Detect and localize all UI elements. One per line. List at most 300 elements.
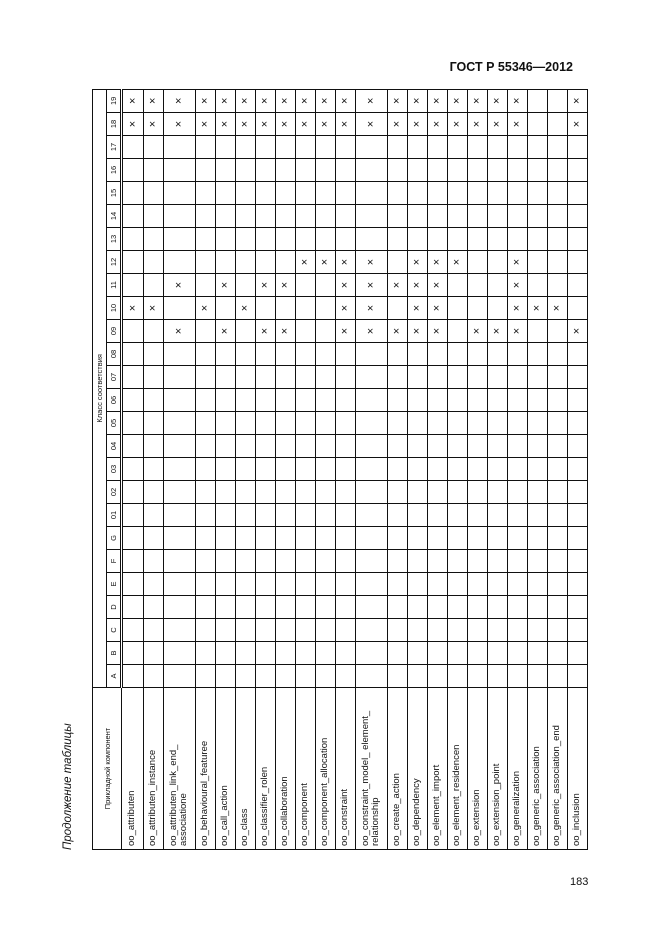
empty-cell-15 bbox=[487, 182, 507, 205]
empty-cell-11 bbox=[195, 274, 215, 297]
empty-cell-08 bbox=[143, 343, 163, 366]
empty-cell-G bbox=[527, 527, 547, 550]
empty-cell-17 bbox=[255, 136, 275, 159]
empty-cell-05 bbox=[507, 412, 527, 435]
empty-cell-B bbox=[567, 642, 587, 665]
empty-cell-F bbox=[295, 550, 315, 573]
empty-cell-17 bbox=[195, 136, 215, 159]
conformance-mark-10: × bbox=[335, 297, 355, 320]
table-row bbox=[355, 89, 387, 849]
conformance-mark-18: × bbox=[567, 113, 587, 136]
empty-cell-12 bbox=[547, 251, 567, 274]
empty-cell-12 bbox=[235, 251, 255, 274]
conformance-mark-19: × bbox=[487, 89, 507, 112]
conformance-mark-11: × bbox=[407, 274, 427, 297]
conformance-mark-18: × bbox=[355, 113, 387, 136]
empty-cell-06 bbox=[143, 389, 163, 412]
empty-cell-15 bbox=[255, 182, 275, 205]
empty-cell-02 bbox=[255, 481, 275, 504]
empty-cell-13 bbox=[122, 228, 144, 251]
empty-cell-17 bbox=[122, 136, 144, 159]
empty-cell-G bbox=[447, 527, 467, 550]
empty-cell-11 bbox=[315, 274, 335, 297]
empty-cell-03 bbox=[567, 458, 587, 481]
empty-cell-07 bbox=[407, 366, 427, 389]
empty-cell-C bbox=[407, 619, 427, 642]
conformance-mark-12: × bbox=[335, 251, 355, 274]
conformance-mark-10: × bbox=[507, 297, 527, 320]
empty-cell-16 bbox=[527, 159, 547, 182]
empty-cell-A bbox=[547, 665, 567, 688]
empty-cell-03 bbox=[295, 458, 315, 481]
conformance-mark-10: × bbox=[527, 297, 547, 320]
component-name: oo_extension bbox=[467, 688, 487, 850]
empty-cell-04 bbox=[427, 435, 447, 458]
empty-cell-14 bbox=[122, 205, 144, 228]
empty-cell-06 bbox=[467, 389, 487, 412]
empty-cell-G bbox=[122, 527, 144, 550]
empty-cell-14 bbox=[275, 205, 295, 228]
conformance-mark-18: × bbox=[447, 113, 467, 136]
empty-cell-17 bbox=[507, 136, 527, 159]
conformance-mark-19: × bbox=[315, 89, 335, 112]
empty-cell-15 bbox=[427, 182, 447, 205]
empty-cell-01 bbox=[407, 504, 427, 527]
empty-cell-01 bbox=[315, 504, 335, 527]
empty-cell-02 bbox=[315, 481, 335, 504]
empty-cell-G bbox=[295, 527, 315, 550]
empty-cell-04 bbox=[387, 435, 407, 458]
table-row bbox=[387, 89, 407, 849]
empty-cell-11 bbox=[235, 274, 255, 297]
empty-cell-E bbox=[567, 573, 587, 596]
empty-cell-G bbox=[215, 527, 235, 550]
empty-cell-19 bbox=[527, 89, 547, 112]
empty-cell-15 bbox=[547, 182, 567, 205]
empty-cell-14 bbox=[355, 205, 387, 228]
component-name: oo_behavioural_featuree bbox=[195, 688, 215, 850]
empty-cell-12 bbox=[122, 251, 144, 274]
conformance-mark-19: × bbox=[143, 89, 163, 112]
empty-cell-16 bbox=[335, 159, 355, 182]
conformance-mark-12: × bbox=[315, 251, 335, 274]
empty-cell-08 bbox=[255, 343, 275, 366]
table-row bbox=[527, 89, 547, 849]
empty-cell-13 bbox=[427, 228, 447, 251]
empty-cell-13 bbox=[467, 228, 487, 251]
empty-cell-C bbox=[122, 619, 144, 642]
column-header-B: B bbox=[107, 642, 122, 665]
empty-cell-14 bbox=[547, 205, 567, 228]
conformance-mark-09: × bbox=[567, 320, 587, 343]
empty-cell-04 bbox=[255, 435, 275, 458]
empty-cell-B bbox=[275, 642, 295, 665]
empty-cell-13 bbox=[255, 228, 275, 251]
empty-cell-18 bbox=[527, 113, 547, 136]
empty-cell-G bbox=[143, 527, 163, 550]
empty-cell-F bbox=[255, 550, 275, 573]
component-name: oo_extension_point bbox=[487, 688, 507, 850]
empty-cell-E bbox=[195, 573, 215, 596]
conformance-mark-10: × bbox=[143, 297, 163, 320]
empty-cell-14 bbox=[195, 205, 215, 228]
conformance-mark-09: × bbox=[487, 320, 507, 343]
empty-cell-02 bbox=[295, 481, 315, 504]
table-row bbox=[295, 89, 315, 849]
empty-cell-04 bbox=[447, 435, 467, 458]
empty-cell-C bbox=[447, 619, 467, 642]
empty-cell-A bbox=[567, 665, 587, 688]
empty-cell-08 bbox=[335, 343, 355, 366]
empty-cell-04 bbox=[215, 435, 235, 458]
table-row bbox=[122, 89, 144, 849]
empty-cell-E bbox=[467, 573, 487, 596]
component-name: oo_classifier_rolen bbox=[255, 688, 275, 850]
column-header-06: 06 bbox=[107, 389, 122, 412]
empty-cell-B bbox=[315, 642, 335, 665]
conformance-mark-19: × bbox=[407, 89, 427, 112]
empty-cell-A bbox=[487, 665, 507, 688]
empty-cell-05 bbox=[122, 412, 144, 435]
conformance-mark-18: × bbox=[215, 113, 235, 136]
empty-cell-B bbox=[355, 642, 387, 665]
conformance-mark-18: × bbox=[387, 113, 407, 136]
empty-cell-07 bbox=[467, 366, 487, 389]
empty-cell-E bbox=[387, 573, 407, 596]
empty-cell-06 bbox=[407, 389, 427, 412]
empty-cell-E bbox=[547, 573, 567, 596]
empty-cell-06 bbox=[507, 389, 527, 412]
conformance-class-header: Класс соответствия bbox=[93, 89, 107, 687]
empty-cell-03 bbox=[235, 458, 255, 481]
empty-cell-G bbox=[427, 527, 447, 550]
empty-cell-16 bbox=[215, 159, 235, 182]
empty-cell-D bbox=[122, 596, 144, 619]
empty-cell-01 bbox=[567, 504, 587, 527]
conformance-mark-18: × bbox=[335, 113, 355, 136]
empty-cell-05 bbox=[255, 412, 275, 435]
table-row bbox=[487, 89, 507, 849]
conformance-mark-12: × bbox=[295, 251, 315, 274]
empty-cell-03 bbox=[163, 458, 195, 481]
table-row bbox=[407, 89, 427, 849]
conformance-mark-12: × bbox=[447, 251, 467, 274]
empty-cell-14 bbox=[143, 205, 163, 228]
empty-cell-14 bbox=[315, 205, 335, 228]
conformance-mark-18: × bbox=[487, 113, 507, 136]
empty-cell-D bbox=[275, 596, 295, 619]
empty-cell-F bbox=[407, 550, 427, 573]
empty-cell-02 bbox=[547, 481, 567, 504]
empty-cell-05 bbox=[275, 412, 295, 435]
empty-cell-A bbox=[255, 665, 275, 688]
empty-cell-15 bbox=[407, 182, 427, 205]
empty-cell-E bbox=[255, 573, 275, 596]
empty-cell-07 bbox=[195, 366, 215, 389]
empty-cell-02 bbox=[335, 481, 355, 504]
conformance-mark-18: × bbox=[195, 113, 215, 136]
empty-cell-17 bbox=[387, 136, 407, 159]
empty-cell-17 bbox=[527, 136, 547, 159]
empty-cell-13 bbox=[163, 228, 195, 251]
empty-cell-11 bbox=[295, 274, 315, 297]
empty-cell-B bbox=[407, 642, 427, 665]
empty-cell-D bbox=[195, 596, 215, 619]
empty-cell-D bbox=[487, 596, 507, 619]
empty-cell-A bbox=[527, 665, 547, 688]
empty-cell-F bbox=[315, 550, 335, 573]
empty-cell-G bbox=[407, 527, 427, 550]
empty-cell-04 bbox=[195, 435, 215, 458]
empty-cell-04 bbox=[527, 435, 547, 458]
empty-cell-G bbox=[315, 527, 335, 550]
empty-cell-15 bbox=[527, 182, 547, 205]
empty-cell-01 bbox=[163, 504, 195, 527]
empty-cell-G bbox=[467, 527, 487, 550]
table-row bbox=[195, 89, 215, 849]
empty-cell-16 bbox=[487, 159, 507, 182]
empty-cell-06 bbox=[335, 389, 355, 412]
empty-cell-C bbox=[255, 619, 275, 642]
empty-cell-07 bbox=[387, 366, 407, 389]
empty-cell-F bbox=[143, 550, 163, 573]
empty-cell-04 bbox=[335, 435, 355, 458]
empty-cell-16 bbox=[427, 159, 447, 182]
conformance-mark-11: × bbox=[507, 274, 527, 297]
empty-cell-14 bbox=[467, 205, 487, 228]
empty-cell-E bbox=[315, 573, 335, 596]
empty-cell-12 bbox=[143, 251, 163, 274]
empty-cell-04 bbox=[567, 435, 587, 458]
empty-cell-B bbox=[507, 642, 527, 665]
empty-cell-09 bbox=[547, 320, 567, 343]
empty-cell-08 bbox=[295, 343, 315, 366]
empty-cell-C bbox=[335, 619, 355, 642]
conformance-mark-09: × bbox=[467, 320, 487, 343]
component-name: oo_component_allocation bbox=[315, 688, 335, 850]
empty-cell-E bbox=[295, 573, 315, 596]
empty-cell-15 bbox=[467, 182, 487, 205]
table-caption: Продолжение таблицы bbox=[62, 723, 74, 850]
empty-cell-04 bbox=[122, 435, 144, 458]
empty-cell-07 bbox=[507, 366, 527, 389]
empty-cell-A bbox=[335, 665, 355, 688]
empty-cell-A bbox=[195, 665, 215, 688]
empty-cell-F bbox=[547, 550, 567, 573]
empty-cell-B bbox=[163, 642, 195, 665]
empty-cell-01 bbox=[255, 504, 275, 527]
conformance-mark-18: × bbox=[143, 113, 163, 136]
empty-cell-A bbox=[447, 665, 467, 688]
empty-cell-07 bbox=[275, 366, 295, 389]
empty-cell-17 bbox=[275, 136, 295, 159]
conformance-mark-09: × bbox=[335, 320, 355, 343]
empty-cell-D bbox=[163, 596, 195, 619]
empty-cell-02 bbox=[235, 481, 255, 504]
column-header-08: 08 bbox=[107, 343, 122, 366]
empty-cell-01 bbox=[487, 504, 507, 527]
empty-cell-G bbox=[507, 527, 527, 550]
empty-cell-02 bbox=[467, 481, 487, 504]
empty-cell-B bbox=[235, 642, 255, 665]
empty-cell-A bbox=[235, 665, 255, 688]
empty-cell-11 bbox=[447, 274, 467, 297]
empty-cell-06 bbox=[547, 389, 567, 412]
conformance-mark-09: × bbox=[275, 320, 295, 343]
conformance-mark-19: × bbox=[122, 89, 144, 112]
empty-cell-13 bbox=[567, 228, 587, 251]
conformance-mark-19: × bbox=[235, 89, 255, 112]
empty-cell-03 bbox=[527, 458, 547, 481]
table-row bbox=[427, 89, 447, 849]
empty-cell-G bbox=[335, 527, 355, 550]
empty-cell-07 bbox=[547, 366, 567, 389]
component-name: oo_dependency bbox=[407, 688, 427, 850]
empty-cell-15 bbox=[335, 182, 355, 205]
empty-cell-06 bbox=[387, 389, 407, 412]
conformance-mark-18: × bbox=[275, 113, 295, 136]
empty-cell-E bbox=[215, 573, 235, 596]
empty-cell-02 bbox=[143, 481, 163, 504]
conformance-mark-18: × bbox=[407, 113, 427, 136]
empty-cell-13 bbox=[487, 228, 507, 251]
column-header-07: 07 bbox=[107, 366, 122, 389]
empty-cell-F bbox=[122, 550, 144, 573]
empty-cell-D bbox=[255, 596, 275, 619]
component-name: oo_component bbox=[295, 688, 315, 850]
empty-cell-E bbox=[407, 573, 427, 596]
column-header-10: 10 bbox=[107, 297, 122, 320]
empty-cell-13 bbox=[315, 228, 335, 251]
empty-cell-E bbox=[275, 573, 295, 596]
empty-cell-10 bbox=[467, 297, 487, 320]
empty-cell-03 bbox=[355, 458, 387, 481]
empty-cell-08 bbox=[235, 343, 255, 366]
table-row bbox=[163, 89, 195, 849]
empty-cell-11 bbox=[567, 274, 587, 297]
component-header: Прикладной компонент bbox=[93, 688, 122, 850]
conformance-mark-09: × bbox=[427, 320, 447, 343]
empty-cell-A bbox=[143, 665, 163, 688]
empty-cell-01 bbox=[427, 504, 447, 527]
conformance-mark-18: × bbox=[255, 113, 275, 136]
empty-cell-12 bbox=[387, 251, 407, 274]
empty-cell-05 bbox=[215, 412, 235, 435]
empty-cell-F bbox=[235, 550, 255, 573]
empty-cell-06 bbox=[355, 389, 387, 412]
empty-cell-05 bbox=[195, 412, 215, 435]
empty-cell-06 bbox=[235, 389, 255, 412]
column-header-G: G bbox=[107, 527, 122, 550]
conformance-mark-18: × bbox=[163, 113, 195, 136]
empty-cell-13 bbox=[275, 228, 295, 251]
empty-cell-A bbox=[407, 665, 427, 688]
empty-cell-13 bbox=[507, 228, 527, 251]
empty-cell-E bbox=[507, 573, 527, 596]
table-row bbox=[143, 89, 163, 849]
empty-cell-18 bbox=[547, 113, 567, 136]
empty-cell-01 bbox=[547, 504, 567, 527]
empty-cell-E bbox=[335, 573, 355, 596]
empty-cell-17 bbox=[487, 136, 507, 159]
empty-cell-11 bbox=[122, 274, 144, 297]
empty-cell-D bbox=[315, 596, 335, 619]
empty-cell-11 bbox=[143, 274, 163, 297]
empty-cell-07 bbox=[255, 366, 275, 389]
empty-cell-C bbox=[547, 619, 567, 642]
empty-cell-A bbox=[275, 665, 295, 688]
empty-cell-15 bbox=[195, 182, 215, 205]
empty-cell-17 bbox=[567, 136, 587, 159]
empty-cell-01 bbox=[335, 504, 355, 527]
empty-cell-13 bbox=[143, 228, 163, 251]
column-header-F: F bbox=[107, 550, 122, 573]
empty-cell-04 bbox=[487, 435, 507, 458]
empty-cell-16 bbox=[122, 159, 144, 182]
empty-cell-03 bbox=[547, 458, 567, 481]
column-header-16: 16 bbox=[107, 159, 122, 182]
empty-cell-F bbox=[335, 550, 355, 573]
column-header-03: 03 bbox=[107, 458, 122, 481]
empty-cell-03 bbox=[387, 458, 407, 481]
empty-cell-08 bbox=[275, 343, 295, 366]
empty-cell-F bbox=[275, 550, 295, 573]
empty-cell-07 bbox=[335, 366, 355, 389]
empty-cell-C bbox=[143, 619, 163, 642]
empty-cell-02 bbox=[122, 481, 144, 504]
empty-cell-14 bbox=[487, 205, 507, 228]
empty-cell-03 bbox=[487, 458, 507, 481]
empty-cell-05 bbox=[315, 412, 335, 435]
empty-cell-A bbox=[122, 665, 144, 688]
empty-cell-17 bbox=[215, 136, 235, 159]
empty-cell-06 bbox=[427, 389, 447, 412]
empty-cell-C bbox=[467, 619, 487, 642]
empty-cell-14 bbox=[215, 205, 235, 228]
empty-cell-G bbox=[387, 527, 407, 550]
empty-cell-15 bbox=[275, 182, 295, 205]
empty-cell-07 bbox=[163, 366, 195, 389]
empty-cell-05 bbox=[567, 412, 587, 435]
empty-cell-03 bbox=[315, 458, 335, 481]
table-row bbox=[507, 89, 527, 849]
empty-cell-D bbox=[527, 596, 547, 619]
empty-cell-12 bbox=[195, 251, 215, 274]
empty-cell-E bbox=[355, 573, 387, 596]
empty-cell-C bbox=[235, 619, 255, 642]
empty-cell-03 bbox=[255, 458, 275, 481]
conformance-mark-18: × bbox=[122, 113, 144, 136]
conformance-mark-09: × bbox=[387, 320, 407, 343]
empty-cell-08 bbox=[447, 343, 467, 366]
empty-cell-11 bbox=[487, 274, 507, 297]
empty-cell-10 bbox=[447, 297, 467, 320]
conformance-mark-18: × bbox=[235, 113, 255, 136]
component-name: oo_attributen_link_end_ associatione bbox=[163, 688, 195, 850]
component-name: oo_generalization bbox=[507, 688, 527, 850]
empty-cell-09 bbox=[122, 320, 144, 343]
conformance-mark-11: × bbox=[255, 274, 275, 297]
empty-cell-16 bbox=[447, 159, 467, 182]
empty-cell-13 bbox=[527, 228, 547, 251]
empty-cell-16 bbox=[567, 159, 587, 182]
empty-cell-12 bbox=[567, 251, 587, 274]
empty-cell-01 bbox=[275, 504, 295, 527]
column-header-05: 05 bbox=[107, 412, 122, 435]
conformance-mark-11: × bbox=[427, 274, 447, 297]
conformance-mark-11: × bbox=[387, 274, 407, 297]
empty-cell-B bbox=[122, 642, 144, 665]
